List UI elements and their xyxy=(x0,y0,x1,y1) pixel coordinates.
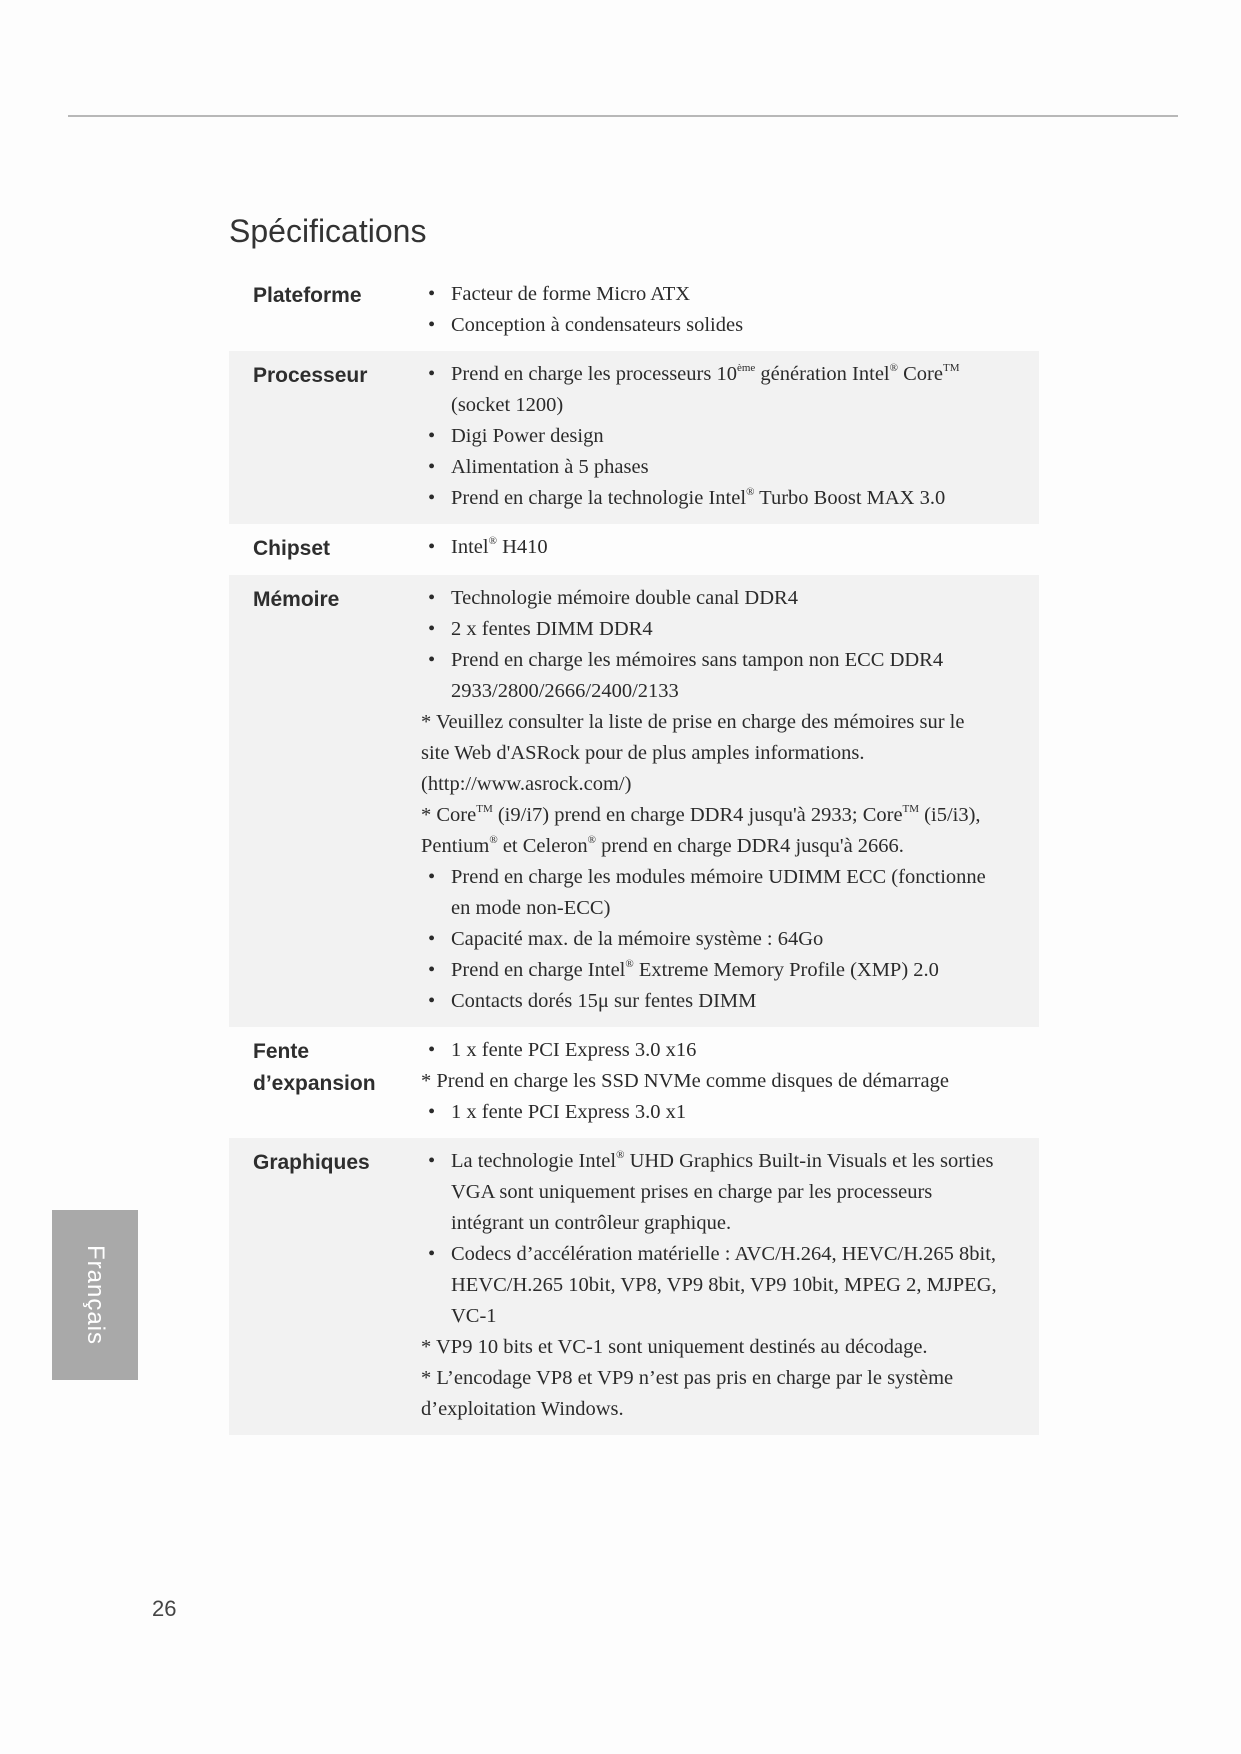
spec-note: * L’encodage VP8 et VP9 n’est pas pris en charge par le système d’exploitation Windows. xyxy=(421,1367,954,1420)
spec-content xyxy=(421,279,1039,341)
header-rule xyxy=(68,115,1178,117)
spec-row-memoire xyxy=(229,575,1039,1027)
spec-bullet: • Prend en charge les mémoires sans tampon non ECC DDR4 2933/2800/2666/2400/2133 xyxy=(421,645,1033,707)
spec-bullet: • 1 x fente PCI Express 3.0 x16 xyxy=(421,1035,1033,1066)
spec-bullet: • Technologie mémoire double canal DDR4 xyxy=(421,583,1033,614)
spec-bullet: • 2 x fentes DIMM DDR4 xyxy=(421,614,1033,645)
spec-content xyxy=(421,1035,1039,1128)
spec-bullet: • Alimentation à 5 phases xyxy=(421,452,1033,483)
spec-bullet: • 1 x fente PCI Express 3.0 x1 xyxy=(421,1097,1033,1128)
spec-row-chipset xyxy=(229,524,1039,575)
page-number: 26 xyxy=(152,1596,177,1621)
spec-label: Processeur xyxy=(253,364,368,387)
spec-bullet: • Intel® H410 xyxy=(421,532,1033,563)
spec-row-graphiques xyxy=(229,1138,1039,1435)
spec-label: Mémoire xyxy=(253,588,340,611)
spec-bullet: • Codecs d’accélération matérielle : AVC/H.264, HEVC/H.265 8bit, HEVC/H.265 10bit, VP8, VP9 8bit, VP9 10bit, MPEG 2, MJPEG, VC-1 xyxy=(421,1239,1033,1332)
spec-note: * Prend en charge les SSD NVMe comme disques de démarrage xyxy=(421,1070,949,1092)
spec-note: * Veuillez consulter la liste de prise en charge des mémoires sur le site Web d'ASRock pour de plus amples informations. (http://www.asrock.com/) xyxy=(421,711,965,795)
spec-label: Plateforme xyxy=(253,284,362,307)
spec-content xyxy=(421,583,1039,1017)
spec-row-plateforme xyxy=(229,271,1039,351)
spec-content xyxy=(421,1146,1039,1425)
spec-bullet: • Contacts dorés 15μ sur fentes DIMM xyxy=(421,986,1033,1017)
spec-note: * VP9 10 bits et VC-1 sont uniquement destinés au décodage. xyxy=(421,1336,928,1358)
spec-label: Chipset xyxy=(253,537,331,560)
spec-table xyxy=(229,271,1039,1435)
language-label: Français xyxy=(82,1244,109,1346)
spec-bullet: • Digi Power design xyxy=(421,421,1033,452)
language-side-tab xyxy=(52,1210,138,1380)
page-title: Spécifications xyxy=(229,213,427,249)
spec-bullet: • Prend en charge les modules mémoire UDIMM ECC (fonctionne en mode non-ECC) xyxy=(421,862,1033,924)
spec-label: Fente d’expansion xyxy=(253,1040,376,1095)
spec-label: Graphiques xyxy=(253,1151,370,1174)
spec-content xyxy=(421,532,1039,565)
spec-note: * Core™ (i9/i7) prend en charge DDR4 jusqu'à 2933; Core™ (i5/i3), Pentium® et Celeron® prend en charge DDR4 jusqu'à 2666. xyxy=(421,803,981,857)
spec-row-processeur xyxy=(229,351,1039,524)
spec-bullet: • Prend en charge les processeurs 10ème génération Intel® Core™ (socket 1200) xyxy=(421,359,1033,421)
spec-bullet: • Conception à condensateurs solides xyxy=(421,310,1033,341)
spec-bullet: • Prend en charge Intel® Extreme Memory Profile (XMP) 2.0 xyxy=(421,955,1033,986)
spec-bullet: • Facteur de forme Micro ATX xyxy=(421,279,1033,310)
spec-content xyxy=(421,359,1039,514)
spec-bullet: • Capacité max. de la mémoire système : 64Go xyxy=(421,924,1033,955)
spec-row-expansion xyxy=(229,1027,1039,1138)
spec-bullet: • Prend en charge la technologie Intel® Turbo Boost MAX 3.0 xyxy=(421,483,1033,514)
spec-bullet: • La technologie Intel® UHD Graphics Built-in Visuals et les sorties VGA sont uniquement prises en charge par les processeurs intégrant un contrôleur graphique. xyxy=(421,1146,1033,1239)
